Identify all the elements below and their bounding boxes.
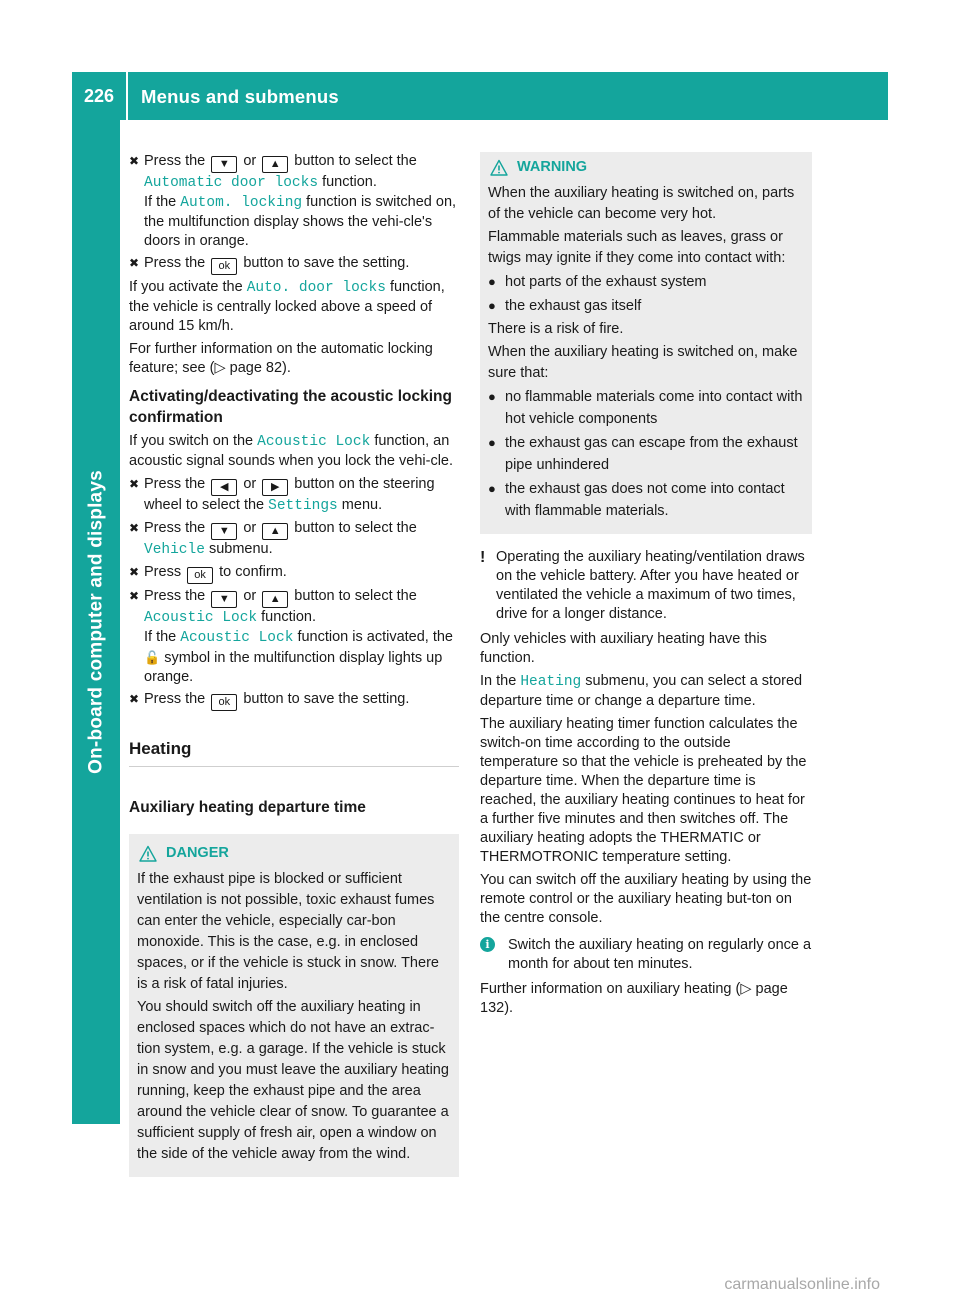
menu-term-vehicle: Vehicle: [144, 542, 205, 558]
page-number: 226: [83, 85, 115, 106]
list-item: ● no flammable materials come into contact with hot vehicle components: [488, 386, 804, 430]
menu-term-settings: Settings: [268, 498, 338, 514]
danger-box: [129, 834, 459, 1177]
note-text: Operating the auxiliary heating/ventilation draws on the vehicle battery. After you have heated or ventilated the vehicle a maximum of two times, drive for a longer distance.: [496, 549, 805, 622]
step-select-settings: ✖ Press the ◀ or ▶ button on the steering wheel to select the Settings menu.: [129, 476, 435, 514]
page-ref-arrow-icon: ▷: [740, 981, 752, 997]
lock-icon: 🔓: [144, 650, 161, 665]
step-select-acoustic-lock: ✖ Press the ▼ or ▲ button to select the Acoustic Lock function. If the Acoustic Lock function is activated, the 🔓 symbol in the multifunction display lights up orange.: [129, 588, 454, 685]
warning-text: When the auxiliary heating is switched on, make sure that:: [488, 344, 798, 381]
list-item: ● the exhaust gas itself: [488, 295, 804, 317]
menu-term-auto-door-locks: Auto. door locks: [246, 280, 386, 296]
warning-header: [488, 158, 804, 177]
warning-list: [488, 271, 804, 317]
paragraph-auto-door-locks: If you activate the Auto. door locks function, the vehicle is centrally locked above a speed of around 15 km/h.: [129, 279, 445, 334]
warning-label: WARNING: [517, 159, 588, 175]
step-arrow-icon: ✖: [129, 521, 140, 535]
warning-list: [488, 386, 804, 522]
info-note: [480, 936, 812, 974]
up-key-icon: ▲: [262, 591, 288, 608]
chapter-side-tab: [72, 120, 120, 1124]
danger-label: DANGER: [166, 845, 229, 861]
paragraph-further-info: For further information on the automatic locking feature; see (▷ page 82).: [129, 341, 433, 376]
menu-term-heating: Heating: [520, 674, 582, 690]
menu-term-autom-locking: Autom. locking: [180, 195, 303, 211]
warning-text: There is a risk of fire.: [488, 321, 624, 337]
ok-key-icon: ok: [211, 258, 237, 275]
page-ref-arrow-icon: ▷: [214, 360, 226, 376]
down-key-icon: ▼: [211, 523, 237, 540]
bullet-icon: ●: [488, 435, 496, 450]
paragraph-switch-off: You can switch off the auxiliary heating by using the remote control or the auxiliary heating but-ton on the centre console.: [480, 872, 812, 926]
bullet-icon: ●: [488, 298, 496, 313]
page-header: [72, 72, 888, 120]
bullet-icon: ●: [488, 481, 496, 496]
step-confirm: ✖ Press ok to confirm.: [129, 563, 459, 584]
info-text: Switch the auxiliary heating on regularly once a month for about ten minutes.: [508, 937, 812, 972]
page-title: Menus and submenus: [141, 85, 339, 107]
step-arrow-icon: ✖: [129, 565, 140, 579]
warning-text: Flammable materials such as leaves, grass or twigs may ignite if they come into contact with:: [488, 229, 786, 266]
step-arrow-icon: ✖: [129, 154, 140, 168]
down-key-icon: ▼: [211, 591, 237, 608]
paragraph-further-info: Further information on auxiliary heating (▷ page 132).: [480, 981, 788, 1016]
list-item: ● hot parts of the exhaust system: [488, 271, 804, 293]
bullet-icon: ●: [488, 389, 496, 404]
danger-text: You should switch off the auxiliary heating in enclosed spaces which do not have an extrac-tion system, e.g. a garage. If the vehicle is stuck in snow and you must leave the auxiliary heating running, keep the exhaust pipe and the area around the vehicle clear of snow. To guarantee a sufficient supply of fresh air, open a window on the side of the vehicle away from the wind.: [137, 999, 449, 1162]
step-save-setting: ✖ Press the ok button to save the setting.: [129, 254, 459, 275]
page-reference-link[interactable]: page 132).: [480, 981, 788, 1016]
list-item: ● the exhaust gas can escape from the exhaust pipe unhindered: [488, 432, 804, 476]
paragraph-availability: Only vehicles with auxiliary heating have this function.: [480, 631, 767, 666]
up-key-icon: ▲: [262, 156, 288, 173]
step-arrow-icon: ✖: [129, 477, 140, 491]
menu-term-acoustic-lock: Acoustic Lock: [144, 610, 258, 626]
warning-text: When the auxiliary heating is switched on, parts of the vehicle can become very hot.: [488, 185, 795, 222]
danger-header: [137, 844, 451, 863]
warning-box: [480, 152, 812, 534]
warning-triangle-icon: [490, 159, 508, 177]
subheading-departure-time: Auxiliary heating departure time: [129, 799, 366, 816]
bullet-icon: ●: [488, 274, 496, 289]
step-save-setting: ✖ Press the ok button to save the setting.: [129, 690, 459, 711]
step-arrow-icon: ✖: [129, 256, 140, 270]
step-select-automatic-door-locks: ✖ Press the ▼ or ▲ button to select the Automatic door locks function. If the Autom. locking function is switched on, the multifunction display shows the vehi-cle's doors in orange.: [129, 153, 457, 249]
menu-term-acoustic-lock: Acoustic Lock: [257, 434, 371, 450]
step-arrow-icon: ✖: [129, 692, 140, 706]
battery-note: [480, 548, 812, 624]
ok-key-icon: ok: [187, 567, 213, 584]
subheading-acoustic-locking: Activating/deactivating the acoustic locking confirmation: [129, 388, 452, 426]
right-column: [480, 152, 812, 1022]
step-select-vehicle: ✖ Press the ▼ or ▲ button to select the Vehicle submenu.: [129, 520, 417, 558]
list-item: ● the exhaust gas does not come into contact with flammable materials.: [488, 478, 804, 522]
down-key-icon: ▼: [211, 156, 237, 173]
up-key-icon: ▲: [262, 523, 288, 540]
chapter-title: On-board computer and displays: [85, 470, 107, 774]
paragraph-acoustic-lock: If you switch on the Acoustic Lock function, an acoustic signal sounds when you lock the vehi-cle.: [129, 433, 454, 469]
ok-key-icon: ok: [211, 694, 237, 711]
menu-term-automatic-door-locks: Automatic door locks: [144, 175, 319, 191]
paragraph-heating-submenu: In the Heating submenu, you can select a stored departure time or change a departure time.: [480, 673, 803, 709]
right-key-icon: ▶: [262, 479, 288, 496]
info-icon: i: [480, 937, 495, 952]
step-arrow-icon: ✖: [129, 589, 140, 603]
danger-text: If the exhaust pipe is blocked or sufficient ventilation is not possible, toxic exhaust fumes can enter the vehicle, especially car-bon monoxide. This is the case, e.g. in enclosed spaces, or if the vehicle is stuck in snow. There is a risk of fatal injuries.: [137, 871, 439, 992]
left-key-icon: ◀: [211, 479, 237, 496]
watermark: carmanualsonline.info: [724, 1276, 880, 1293]
left-column: [129, 152, 459, 1177]
section-heading-heating: Heating: [129, 739, 459, 767]
warning-triangle-icon: [139, 845, 157, 863]
page-reference-link[interactable]: page 82).: [229, 360, 291, 376]
paragraph-timer-function: The auxiliary heating timer function calculates the switch-on time according to the outside temperature so that the vehicle is preheated by the departure time. When the departure time is reached, the auxiliary heating continues to heat for a further five minutes and then switches off. The auxiliary heating adopts the THERMATIC or THERMOTRONIC temperature setting.: [480, 716, 807, 865]
menu-term-acoustic-lock: Acoustic Lock: [180, 630, 294, 646]
exclamation-icon: !: [480, 549, 486, 566]
